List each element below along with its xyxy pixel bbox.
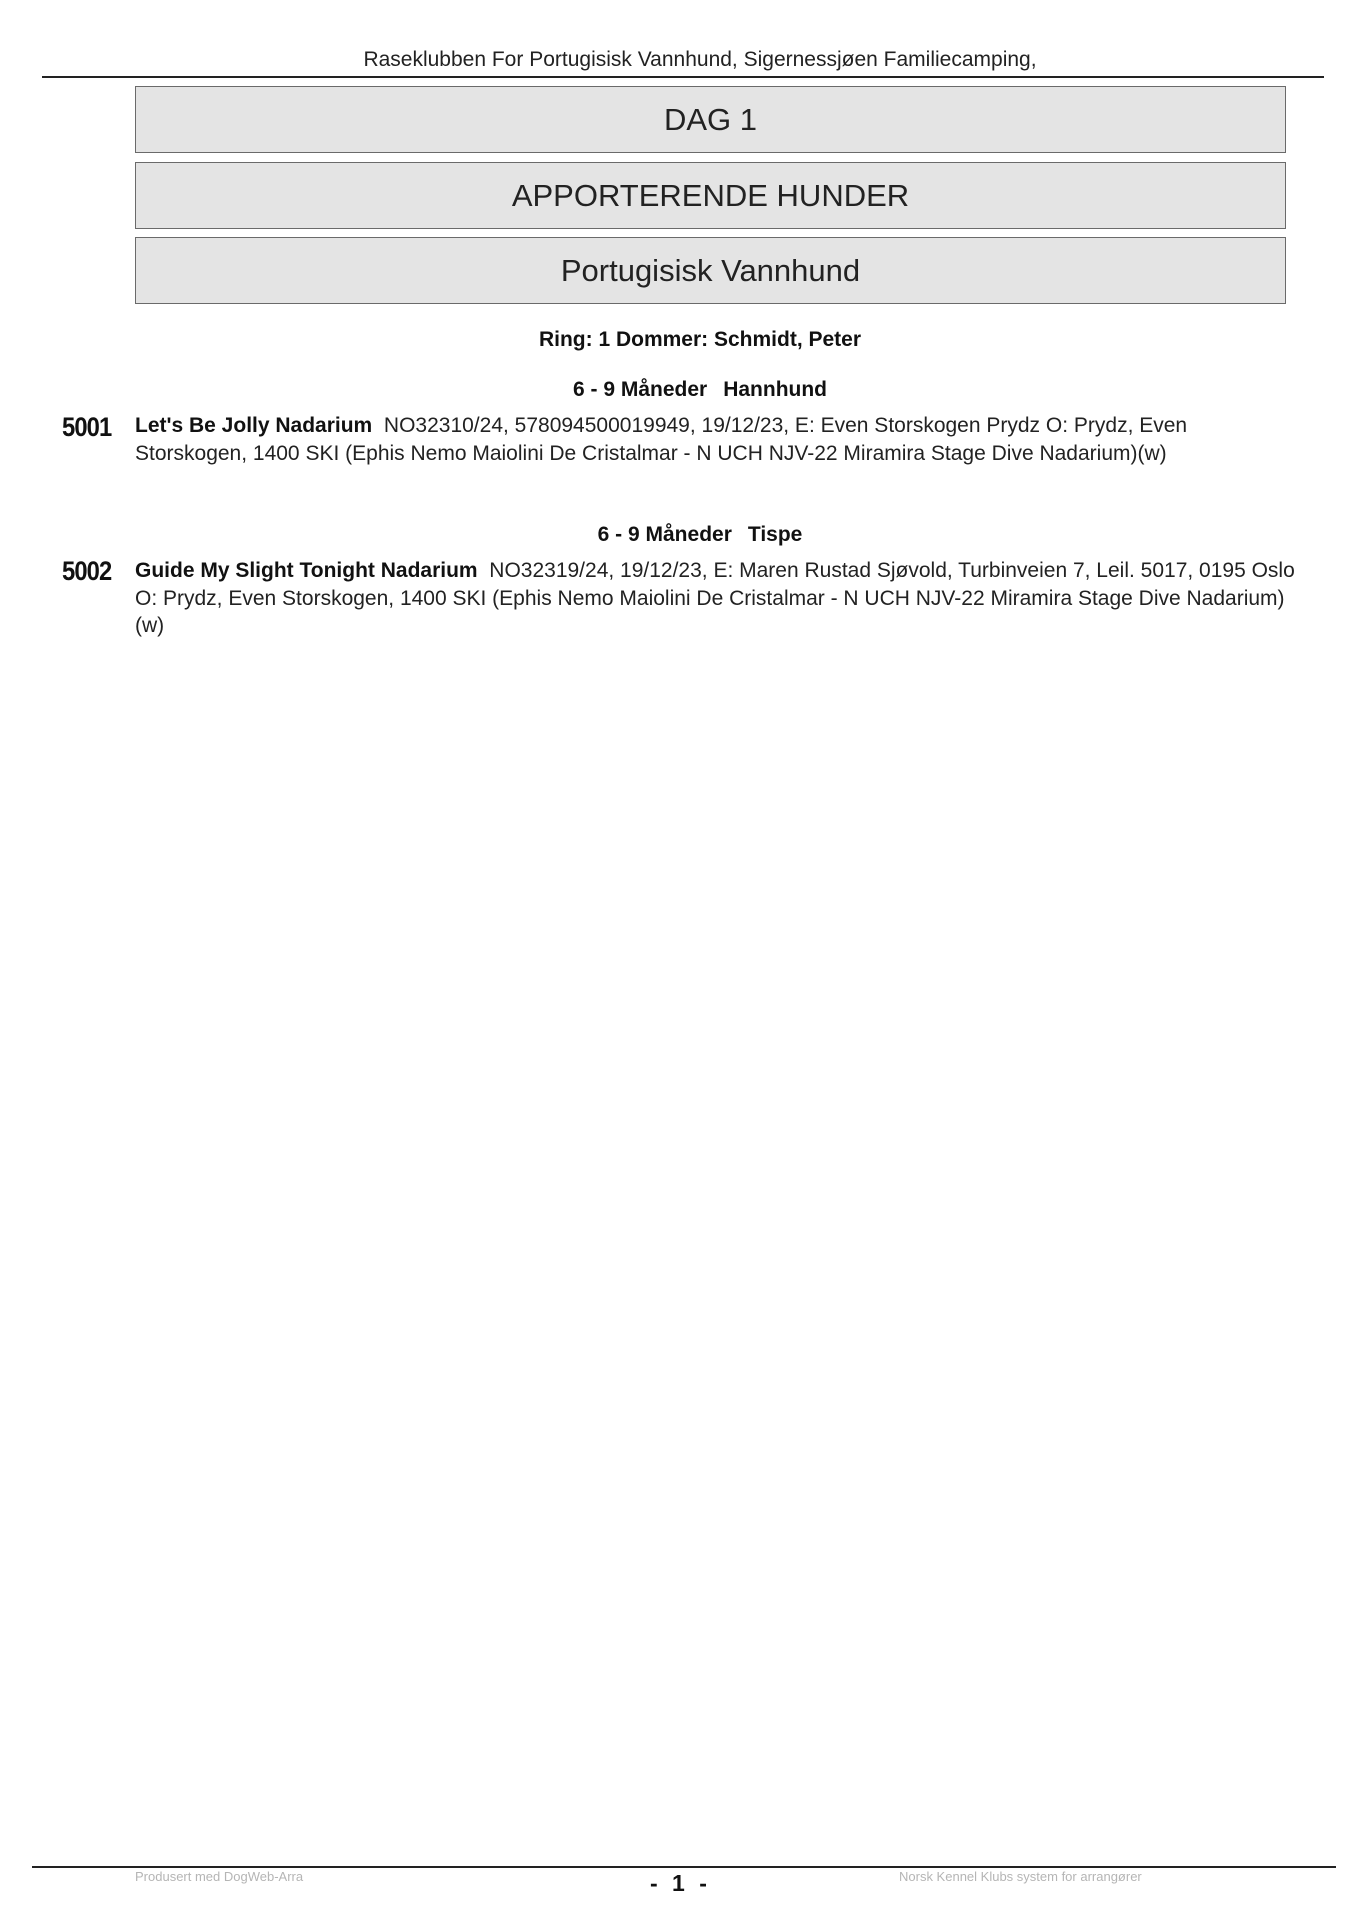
dog-details: NO32310/24, 578094500019949, 19/12/23, E: Even Storskogen Prydz O: Prydz, Even Storskogen, 1400 SKI (Ephis Nemo Maiolini De Cristalmar - N UCH NJV-22 Miramira Stage Dive Nadarium)(w) — [135, 414, 1188, 465]
group-banner: APPORTERENDE HUNDER — [135, 162, 1286, 229]
dog-details: NO32319/24, 19/12/23, E: Maren Rustad Sjøvold, Turbinveien 7, Leil. 5017, 0195 Oslo O: Prydz, Even Storskogen, 1400 SKI (Ephis Nemo Maiolini De Cristalmar - N UCH NJV-22 Miramira Stage Dive Nadarium)(w) — [135, 559, 1295, 637]
class-age: 6 - 9 Måneder — [572, 378, 708, 401]
dog-name: Let's Be Jolly Nadarium — [135, 414, 373, 437]
class-sex: Hannhund — [723, 378, 828, 401]
dog-name: Guide My Slight Tonight Nadarium — [135, 559, 478, 582]
class-age: 6 - 9 Måneder — [597, 523, 732, 546]
entry-description — [135, 412, 1295, 467]
page-number: - 1 - — [650, 1870, 711, 1896]
ring-judge-line: Ring: 1 Dommer: Schmidt, Peter — [538, 328, 862, 351]
class-sex: Tispe — [747, 523, 803, 546]
catalog-number: 5002 — [62, 556, 112, 586]
class-heading — [0, 378, 1358, 402]
breed-banner: Portugisisk Vannhund — [135, 237, 1286, 304]
footer-system-note: Norsk Kennel Klubs system for arrangører — [899, 1869, 1142, 1884]
header-divider — [42, 76, 1324, 78]
entry-description — [135, 557, 1295, 640]
catalog-number: 5001 — [62, 412, 112, 442]
class-heading — [0, 523, 1358, 547]
day-banner: DAG 1 — [135, 86, 1286, 153]
footer-divider — [32, 1866, 1336, 1868]
document-header-title: Raseklubben For Portugisisk Vannhund, Sigernessjøen Familiecamping, — [363, 48, 1037, 71]
footer-producer-note: Produsert med DogWeb-Arra — [135, 1869, 304, 1884]
